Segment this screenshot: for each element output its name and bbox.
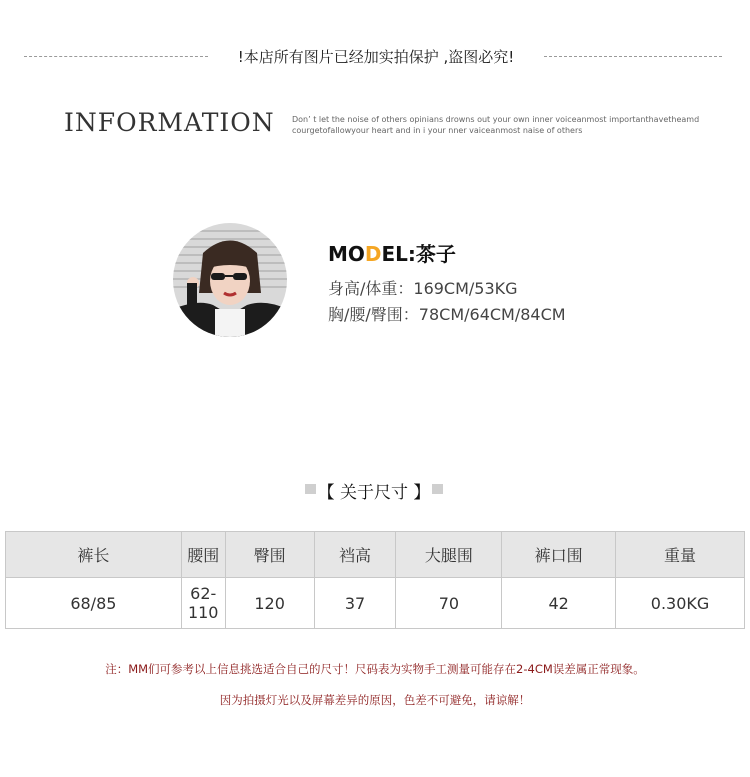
model-avatar: [173, 223, 287, 337]
size-value-cell: 42: [502, 578, 616, 629]
size-table-header-row: [6, 532, 745, 578]
size-table: [5, 531, 745, 629]
size-value-cell: 120: [225, 578, 314, 629]
information-title: INFORMATION: [64, 108, 275, 137]
banner-divider-right: [544, 56, 722, 57]
information-desc-line-2: courgetofallowyour heart and in i your nner vaiceanmost naise of others: [292, 126, 583, 135]
model-label-el: EL:: [381, 242, 416, 266]
size-header-cell: 大腿围: [396, 532, 502, 578]
table-row: [6, 578, 745, 629]
color-disclaimer: 因为拍摄灯光以及屏幕差异的原因，色差不可避免，请谅解！: [219, 693, 531, 707]
banner-divider-left: [24, 56, 208, 57]
model-height-weight: 身高/体重：169CM/53KG: [328, 279, 518, 298]
size-section-heading: [305, 478, 443, 503]
size-header-cell: 裆高: [314, 532, 396, 578]
size-header-cell: 裤口围: [502, 532, 616, 578]
information-description: [292, 114, 712, 136]
model-measurements: 胸/腰/臀围：78CM/64CM/84CM: [328, 305, 566, 324]
size-value-cell: 70: [396, 578, 502, 629]
model-label-mo: MO: [328, 242, 365, 266]
size-note: 注：MM们可参考以上信息挑选适合自己的尺寸！尺码表为实物手工测量可能存在2-4CM误差属正常现象。: [105, 662, 645, 676]
information-desc-line-1: Don’ t let the noise of others opinians drowns out your own inner voiceanmost importanthavetheamd: [292, 115, 700, 124]
size-value-cell: 37: [314, 578, 396, 629]
size-header-cell: 重量: [616, 532, 745, 578]
size-value-cell: 68/85: [6, 578, 182, 629]
size-value-cell: 62-110: [181, 578, 225, 629]
size-header-cell: 裤长: [6, 532, 182, 578]
size-value-cell: 0.30KG: [616, 578, 745, 629]
size-header-cell: 腰围: [181, 532, 225, 578]
banner-text: !本店所有图片已经加实拍保护 ,盗图必究!: [237, 48, 515, 66]
model-label-accent: D: [364, 242, 382, 266]
model-name-value: 茶子: [415, 242, 456, 266]
size-header-cell: 臀围: [225, 532, 314, 578]
copyright-banner: [0, 46, 750, 66]
size-heading-text: 【 关于尺寸 】: [317, 483, 431, 503]
model-name: [328, 238, 456, 267]
